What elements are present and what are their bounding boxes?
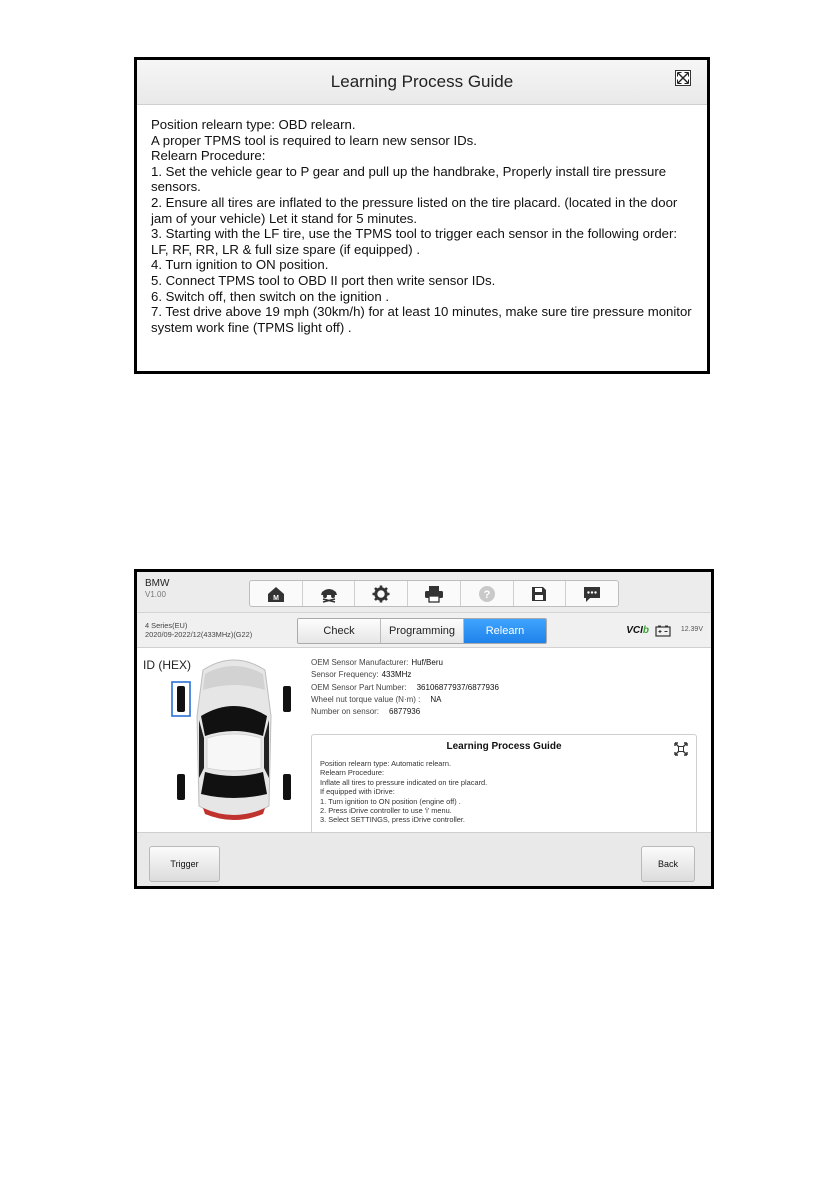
detail-row: [311, 657, 499, 669]
mini-guide-line: 2. Press iDrive controller to use 'i' menu.: [320, 806, 452, 816]
detail-row: [311, 669, 499, 681]
detail-label: OEM Sensor Part Number:: [311, 682, 407, 692]
detail-value: NA: [430, 694, 442, 704]
guide-line: A proper TPMS tool is required to learn new sensor IDs.: [151, 132, 477, 148]
vehicle-info: [145, 621, 252, 639]
guide-line: Relearn Procedure:: [151, 148, 266, 164]
id-hex-label: ID (HEX): [143, 658, 191, 672]
mini-guide-body: [320, 759, 487, 825]
guide-line: 5. Connect TPMS tool to OBD II port then write sensor IDs.: [151, 272, 496, 288]
printer-icon: [424, 585, 444, 603]
mini-guide-line: If equipped with iDrive:: [320, 787, 395, 797]
mini-guide-title: Learning Process Guide: [446, 741, 562, 752]
detail-value: 36106877937/6877936: [416, 682, 499, 692]
message-icon: [582, 585, 602, 603]
guide-line: 7. Test drive above 19 mph (30km/h) for at least 10 minutes, make sure tire pressure monitor system work fine (TPMS light off) .: [151, 304, 692, 335]
settings-button[interactable]: [355, 581, 408, 606]
guide-line: 1. Set the vehicle gear to P gear and pull up the handbrake, Properly install tire pressure sensors.: [151, 163, 667, 195]
help-icon: [478, 585, 496, 603]
detail-row: [311, 682, 499, 694]
vci-status: [626, 625, 649, 636]
guide-line: 3. Starting with the LF tire, use the TPMS tool to trigger each sensor in the following order: LF, RF, RR, LR & full size spare (if equipped) .: [151, 226, 678, 257]
save-icon: [530, 585, 548, 603]
sensor-panel: [137, 648, 711, 832]
detail-value: 433MHz: [381, 670, 412, 680]
mini-learning-guide[interactable]: [311, 734, 697, 836]
mini-guide-line: Position relearn type: Automatic relearn.: [320, 759, 452, 768]
home-button[interactable]: [250, 581, 303, 606]
trigger-button[interactable]: Trigger: [149, 846, 220, 882]
guide-line: Position relearn type: OBD relearn.: [151, 117, 356, 132]
detail-label: Number on sensor:: [311, 707, 380, 717]
svg-text:?: ?: [483, 588, 491, 601]
expand-icon[interactable]: [674, 742, 688, 761]
vehicle-lift-icon: [318, 585, 340, 603]
detail-row: [311, 706, 499, 718]
top-bar: [137, 572, 711, 613]
mini-guide-line: Inflate all tires to pressure indicated on tire placard.: [320, 777, 488, 787]
software-version: V1.00: [145, 590, 166, 599]
car-top-view-icon: [171, 656, 297, 826]
info-bar: [137, 613, 711, 648]
vehicle-model: 4 Series(EU): [145, 621, 188, 630]
print-button[interactable]: [408, 581, 461, 606]
mini-guide-line: 1. Turn ignition to ON position (engine off) .: [320, 796, 461, 806]
brand-name: BMW: [145, 578, 170, 589]
detail-value: 6877936: [389, 707, 421, 717]
back-button[interactable]: Back: [641, 846, 695, 882]
mini-guide-line: 3. Select SETTINGS, press iDrive controller.: [320, 815, 465, 825]
vehicle-menu-button[interactable]: [303, 581, 356, 606]
dialog-body: [137, 105, 707, 335]
guide-line: 6. Switch off, then switch on the ignition .: [151, 288, 389, 304]
close-icon[interactable]: [675, 70, 691, 86]
gear-icon: [372, 585, 390, 603]
tab-check[interactable]: Check: [298, 619, 381, 643]
vci-label: VCI: [626, 625, 643, 636]
home-icon: [266, 585, 286, 603]
help-button[interactable]: [461, 581, 514, 606]
tab-programming[interactable]: Programming: [381, 619, 464, 643]
guide-line: 4. Turn ignition to ON position.: [151, 257, 329, 273]
save-button[interactable]: [514, 581, 567, 606]
dialog-header: [137, 60, 707, 105]
brand-block: [145, 578, 169, 599]
detail-label: Wheel nut torque value (N·m) :: [311, 694, 421, 704]
footer-bar: [137, 832, 711, 887]
battery-voltage: 12.39V: [680, 626, 703, 633]
svg-text:M: M: [272, 594, 279, 602]
detail-label: OEM Sensor Manufacturer:: [311, 658, 409, 667]
detail-label: Sensor Frequency:: [311, 670, 379, 680]
learning-process-guide-dialog: [134, 57, 710, 374]
tab-relearn[interactable]: Relearn: [464, 619, 546, 643]
tpms-relearn-screen: [134, 569, 714, 889]
vci-suffix: b: [642, 625, 649, 636]
function-tabs: [297, 618, 547, 644]
message-button[interactable]: [566, 581, 618, 606]
guide-line: 2. Ensure all tires are inflated to the pressure listed on the tire placard. (located in the door jam of your vehicle) Let it stand for 5 minutes.: [151, 194, 678, 226]
vehicle-year-range: 2020/09-2022/12(433MHz)(G22): [145, 630, 253, 639]
detail-row: [311, 694, 499, 706]
battery-icon: [655, 624, 671, 642]
mini-guide-line: Relearn Procedure:: [320, 768, 385, 778]
dialog-title: Learning Process Guide: [330, 72, 514, 91]
sensor-details: [311, 657, 499, 718]
toolbar: [249, 580, 619, 607]
detail-value: Huf/Beru: [411, 658, 443, 667]
